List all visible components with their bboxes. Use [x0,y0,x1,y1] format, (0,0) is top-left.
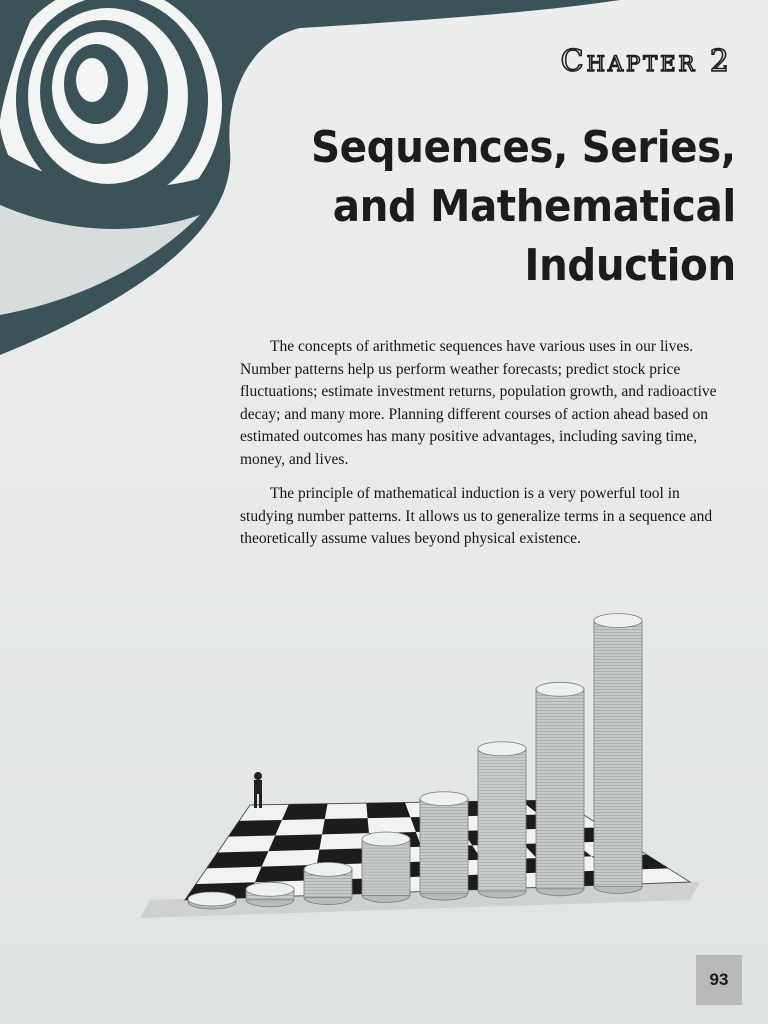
board-square [322,818,369,834]
standing-person-figure [254,772,262,808]
chapter-label: Chapter 2 [560,44,732,79]
coin-stack [536,682,584,895]
coin-stack [420,792,468,900]
intro-paragraph-2: The principle of mathematical induction is a very powerful tool in studying number patterns. It allows us to generalize terms in a sequence and theoretically assume values beyond physical existence. [240,485,713,547]
coin-stack [188,892,236,909]
title-line-3: Induction [524,240,736,291]
coin-stack [362,832,410,902]
intro-paragraph-1: The concepts of arithmetic sequences have various uses in our lives. Number patterns help us perform weather forecasts; predict stock price fluctuations; estimate investment returns, population growth, and radioactive decay; and many more. Planning different courses of action ahead based on estimated outcomes has many positive advantages, including saving time, money, and lives. [240,338,717,468]
board-square [228,820,282,837]
coin-stack [478,742,526,898]
title-line-1: Sequences, Series, [311,122,736,173]
coin-stack [594,614,642,894]
coin-stack [304,862,352,904]
intro-text [240,336,725,563]
board-square [268,834,322,851]
coin-stack [246,882,294,906]
chessboard-coin-illustration [130,600,710,930]
board-square [366,803,410,819]
title-line-2: and Mathematical [333,181,736,232]
board-square [282,804,328,820]
page-number: 93 [696,955,742,1005]
board-square [207,851,269,868]
chapter-title [311,118,736,295]
